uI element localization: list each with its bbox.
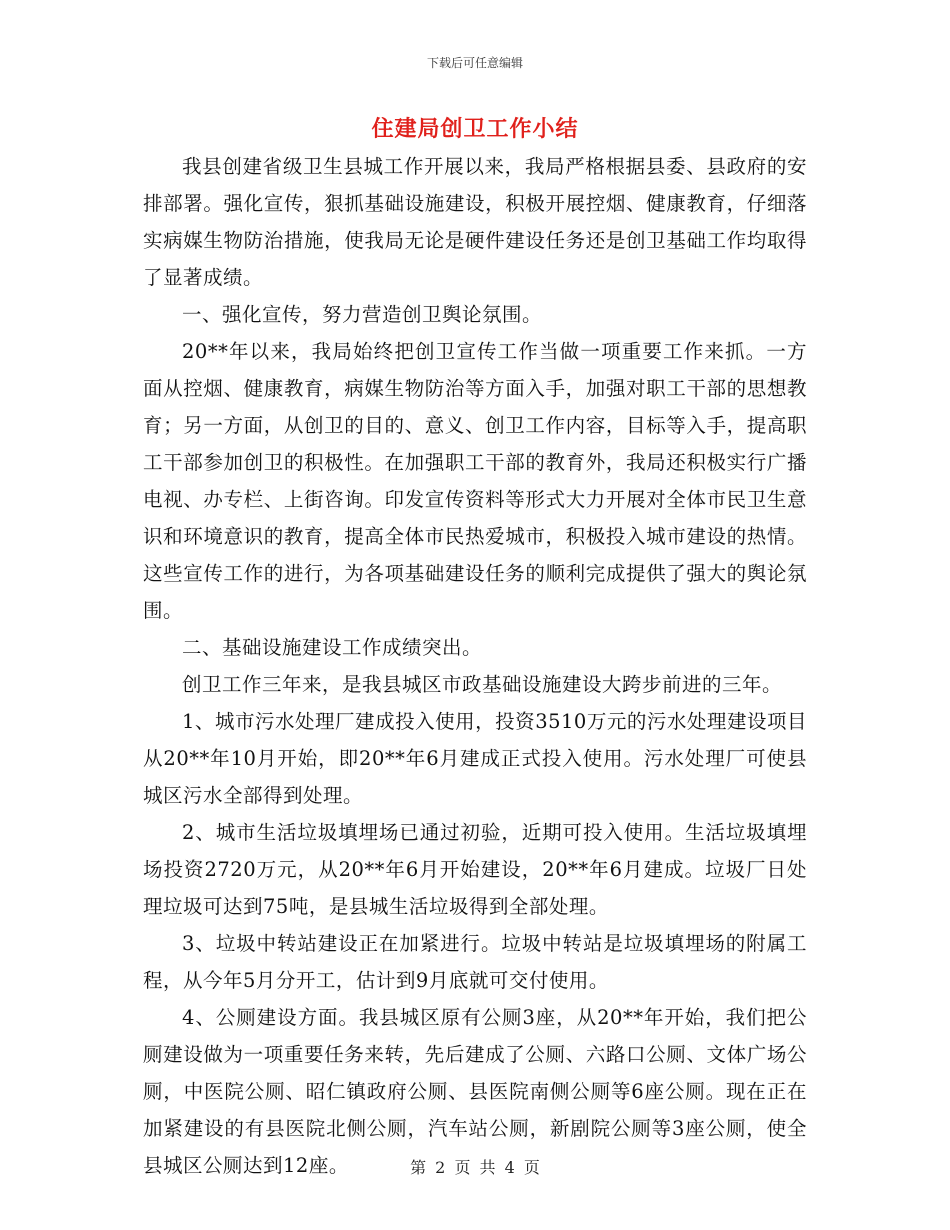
paragraph-three-years: 创卫工作三年来，是我县城区市政基础设施建设大跨步前进的三年。 bbox=[182, 673, 783, 696]
item-sewage-plant: 1、城市污水处理厂建成投入使用，投资3510万元的污水处理建设项目从20**年10月开始，即20**年6月建成正式投入使用。污水处理厂可使县城区污水全部得到处理。 bbox=[143, 710, 807, 807]
item-transfer-station: 3、垃圾中转站建设正在加紧进行。垃圾中转站是垃圾填埋场的附属工程，从今年5月分开工，估计到9月底就可交付使用。 bbox=[143, 932, 807, 992]
section-heading-1: 一、强化宣传，努力营造创卫舆论氛围。 bbox=[182, 303, 543, 326]
document-body bbox=[143, 148, 807, 1184]
paragraph-intro: 我县创建省级卫生县城工作开展以来，我局严格根据县委、县政府的安排部署。强化宣传，狠抓基础设施建设，积极开展控烟、健康教育，仔细落实病媒生物防治措施，使我局无论是硬件建设任务还是创卫基础工作均取得了显著成绩。 bbox=[143, 155, 807, 289]
header-note: 下载后可任意编辑 bbox=[426, 56, 523, 70]
item-public-toilets: 4、公厕建设方面。我县城区原有公厕3座，从20**年开始，我们把公厕建设做为一项重要任务来转，先后建成了公厕、六路口公厕、文体广场公厕，中医院公厕、昭仁镇政府公厕、县医院南侧公厕等6座公厕。现在正在加紧建设的有县医院北侧公厕，汽车站公厕，新剧院公厕等3座公厕，使全县城区公厕达到12座。 bbox=[143, 1006, 807, 1177]
item-landfill: 2、城市生活垃圾填埋场已通过初验，近期可投入使用。生活垃圾填埋场投资2720万元，从20**年6月开始建设，20**年6月建成。垃圾厂日处理垃圾可达到75吨，是县城生活垃圾得到全部处理。 bbox=[143, 821, 807, 918]
section-heading-2: 二、基础设施建设工作成绩突出。 bbox=[182, 636, 483, 659]
page-number: 第 2 页 共 4 页 bbox=[410, 1158, 540, 1177]
document-title: 住建局创卫工作小结 bbox=[371, 116, 579, 142]
paragraph-publicity: 20**年以来，我局始终把创卫宣传工作当做一项重要工作来抓。一方面从控烟、健康教育，病媒生物防治等方面入手，加强对职工干部的思想教育；另一方面，从创卫的目的、意义、创卫工作内容，目标等入手，提高职工干部参加创卫的积极性。在加强职工干部的教育外，我局还积极实行广播电视、办专栏、上街咨询。印发宣传资料等形式大力开展对全体市民卫生意识和环境意识的教育，提高全体市民热爱城市，积极投入城市建设的热情。这些宣传工作的进行，为各项基础建设任务的顺利完成提供了强大的舆论氛围。 bbox=[143, 340, 807, 622]
